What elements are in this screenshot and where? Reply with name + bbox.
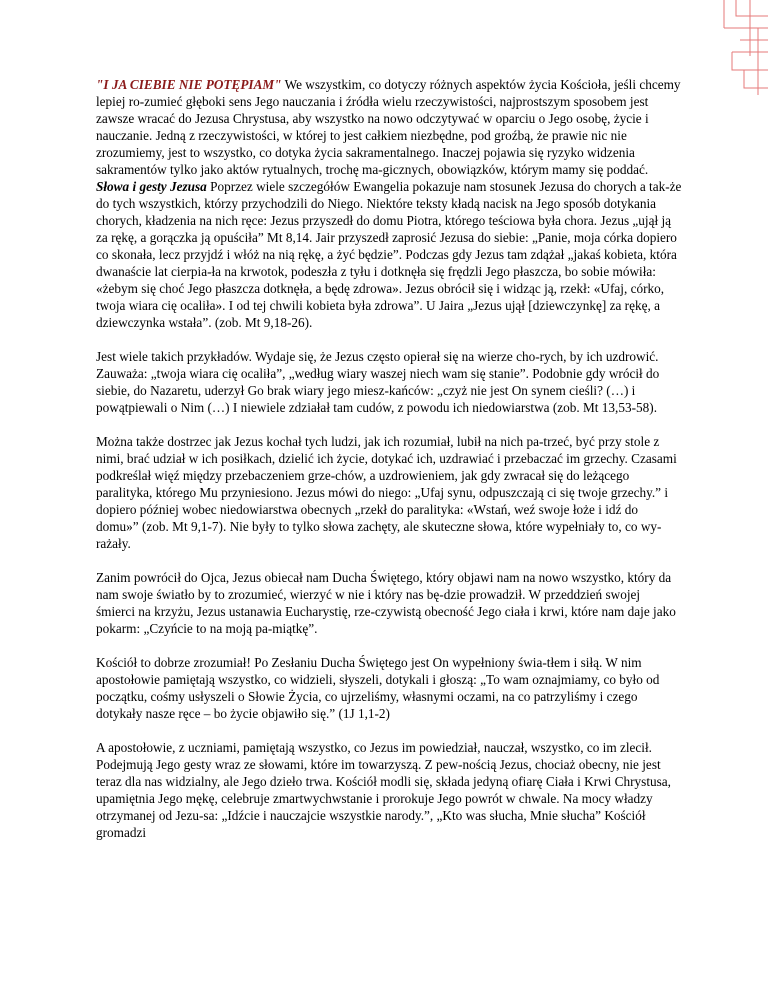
paragraph-3: Można także dostrzec jak Jezus kochał tych ludzi, jak ich rozumiał, lubił na nich pa-trzeć, być przy stole z nimi, brać udział w ich posiłkach, dzielić ich życie, dotykać ich, uzdrawiać i przebaczać im grzechy. Czasami podkreślał więź między przebaczeniem grze-chów, a uzdrowieniem, jak gdy zwracał się do leżącego paralityka, którego Mu przyniesiono. Jezus mówi do niego: „Ufaj synu, odpuszczają ci się twoje grzechy.” i dopiero później wobec niedowiarstwa obecnych „rzekł do paralityka: «Wstań, weź swoje łoże i idź do domu»” (zob. Mt 9,1-7). Nie były to tylko słowa zachęty, ale skuteczne słowa, które wypełniały to, co wy-rażały. [96, 434, 677, 551]
paragraph-1-text-a: We wszystkim, co dotyczy różnych aspektów życia Kościoła, jeśli chcemy lepiej ro-zumieć głęboki sens Jego nauczania i źródła wielu rzeczywistości, najprostszym sposobem jest zawsze wracać do Jezusa Chrystusa, aby wszystko na nowo odczytywać w oparciu o Jego osobę, życie i nauczanie. Jedną z rzeczywistości, w której to jest całkiem niezbędne, pod groźbą, że prawie nic nie zrozumiemy, jest to wszystko, co dotyka życia sakramentalnego. Inaczej pojawia się ryzyko widzenia sakramentów tylko jako aktów rytualnych, trochę ma-gicznych, obowiązków, którym mamy się poddać. [96, 77, 681, 177]
document-title: "I JA CIEBIE NIE POTĘPIAM" [96, 77, 282, 92]
paragraph-6: A apostołowie, z uczniami, pamiętają wszystko, co Jezus im powiedział, nauczał, wszystko, co im zlecił. Podejmują Jego gesty wraz ze słowami, które im towarzyszą. Z pew-nością Jezus, chociaż obecny, nie jest teraz dla nas widzialny, ale Jego dzieło trwa. Kościół modli się, składa jedyną ofiarę Ciała i Krwi Chrystusa, upamiętnia Jego mękę, celebruje zmartwychwstanie i prorokuje Jego powrót w chwale. Na mocy władzy otrzymanej od Jezu-sa: „Idźcie i nauczajcie wszystkie narody.”, „Kto was słucha, Mnie słucha” Kościół gromadzi [96, 740, 671, 840]
section-heading: Słowa i gesty Jezusa [96, 179, 207, 194]
paragraph-1 [96, 76, 682, 331]
paragraph-1-text-b: Poprzez wiele szczegółów Ewangelia pokazuje nam stosunek Jezusa do chorych a tak-że do tych wszystkich, którzy przychodzili do Niego. Niektóre teksty kładą nacisk na Jego sposób dotykania chorych, kładzenia na nich ręce: Jezus przyszedł do domu Piotra, którego teściowa była chora. Jezus „ujął ją za rękę, a gorączka ją opuściła” Mt 8,14. Jair przyszedł zaprosić Jezusa do siebie: „Panie, moja córka dopiero co skonała, lecz przyjdź i włóż na nią rękę, a żyć będzie”. Podczas gdy Jezus tam zdążał „jakaś kobieta, która dwanaście lat cierpia-ła na krwotok, podeszła z tyłu i dotknęła się frędzli Jego płaszcza, bo sobie mówiła: «żebym się choć Jego płaszcza dotknęła, a będę zdrowa». Jezus obrócił się i widząc ją, rzekł: «Ufaj, córko, twoja wiara cię ocaliła». I od tej chwili kobieta była zdrowa”. U Jaira „Jezus ujął [dziewczynkę] za rękę, a dziewczynka wstała”. (zob. Mt 9,18-26). [96, 179, 682, 330]
paragraph-5: Kościół to dobrze zrozumiał! Po Zesłaniu Ducha Świętego jest On wypełniony świa-tłem i siłą. W nim apostołowie pamiętają wszystko, co widzieli, słyszeli, dotykali i głoszą: „To wam oznajmiamy, co było od początku, cośmy usłyszeli o Słowie Życia, co ujrzeliśmy, własnymi oczami, na co patrzyliśmy i czego dotykały nasze ręce – bo życie objawiło się.” (1J 1,1-2) [96, 655, 660, 721]
paragraph-4: Zanim powrócił do Ojca, Jezus obiecał nam Ducha Świętego, który objawi nam na nowo wszystko, który da nam swoje światło by to zrozumieć, wierzyć w nie i który nas bę-dzie prowadził. W przeddzień swojej śmierci na krzyżu, Jezus ustanawia Eucharystię, rze-czywistą obecność Jego ciała i krwi, które nam daje jako pokarm: „Czyńcie to na moją pa-miątkę”. [96, 570, 676, 636]
paragraph-2: Jest wiele takich przykładów. Wydaje się, że Jezus często opierał się na wierze cho-rych, by ich uzdrowić. Zauważa: „twoja wiara cię ocaliła”, „według wiary waszej niech wam się stanie”. Podobnie gdy wrócił do siebie, do Nazaretu, uderzył Go brak wiary jego miesz-kańców: „czyż nie jest On synem cieśli? (…) i powątpiewali o Nim (…) I niewiele zdziałał tam cudów, z powodu ich niedowiarstwa (zob. Mt 13,53-58). [96, 349, 660, 415]
document-body [96, 76, 682, 858]
red-grid-edge-mark [710, 0, 768, 95]
